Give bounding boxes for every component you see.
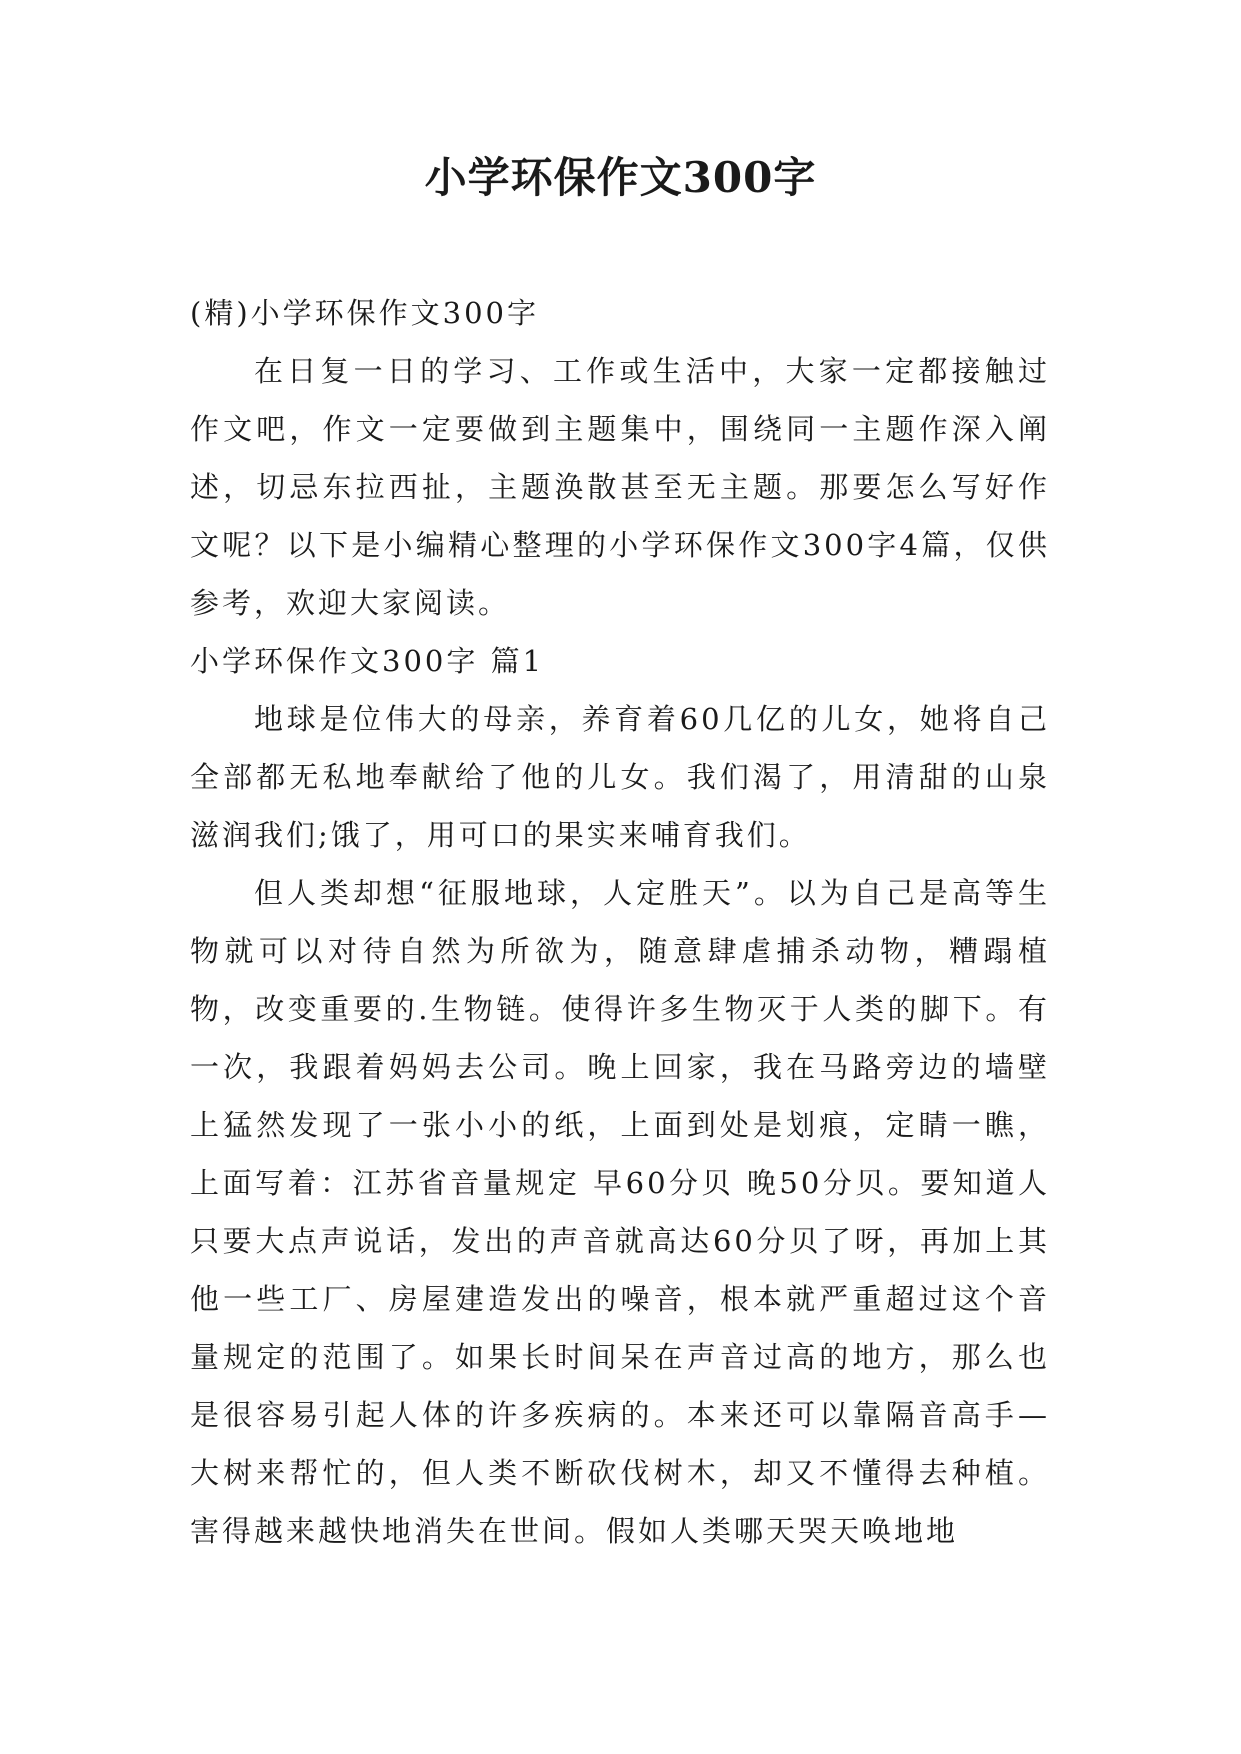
section-heading: 小学环保作文300字 篇1 [190,644,545,678]
body-paragraph: 但人类却想“征服地球，人定胜天”。以为自己是高等生物就可以对待自然为所欲为，随意肆虐捕杀动物，糟蹋植物，改变重要的.生物链。使得许多生物灭于人类的脚下。有一次，我跟着妈妈去公司。晚上回家，我在马路旁边的墙壁上猛然发现了一张小小的纸，上面到处是划痕，定睛一瞧，上面写着：江苏省音量规定 早60分贝 晚50分贝。要知道人只要大点声说话，发出的声音就高达60分贝了呀，再加上其他一些工厂、房屋建造发出的噪音，根本就严重超过这个音量规定的范围了。如果长时间呆在声音过高的地方，那么也是很容易引起人体的许多疾病的。本来还可以靠隔音高手—大树来帮忙的，但人类不断砍伐树木，却又不懂得去种植。害得越来越快地消失在世间。假如人类哪天哭天唤地地 [190,876,1050,1548]
document-title: 小学环保作文300字 [424,153,817,202]
intro-paragraph: 在日复一日的学习、工作或生活中，大家一定都接触过作文吧，作文一定要做到主题集中，围绕同一主题作深入阐述，切忌东拉西扯，主题涣散甚至无主题。那要怎么写好作文呢？以下是小编精心整理的小学环保作文300字4篇，仅供参考，欢迎大家阅读。 [190,354,1050,620]
document-subtitle: (精)小学环保作文300字 [190,296,539,330]
document-body [190,284,1050,1560]
body-paragraph: 地球是位伟大的母亲，养育着60几亿的儿女，她将自己全部都无私地奉献给了他的儿女。我们渴了，用清甜的山泉滋润我们;饿了，用可口的果实来哺育我们。 [190,702,1050,852]
